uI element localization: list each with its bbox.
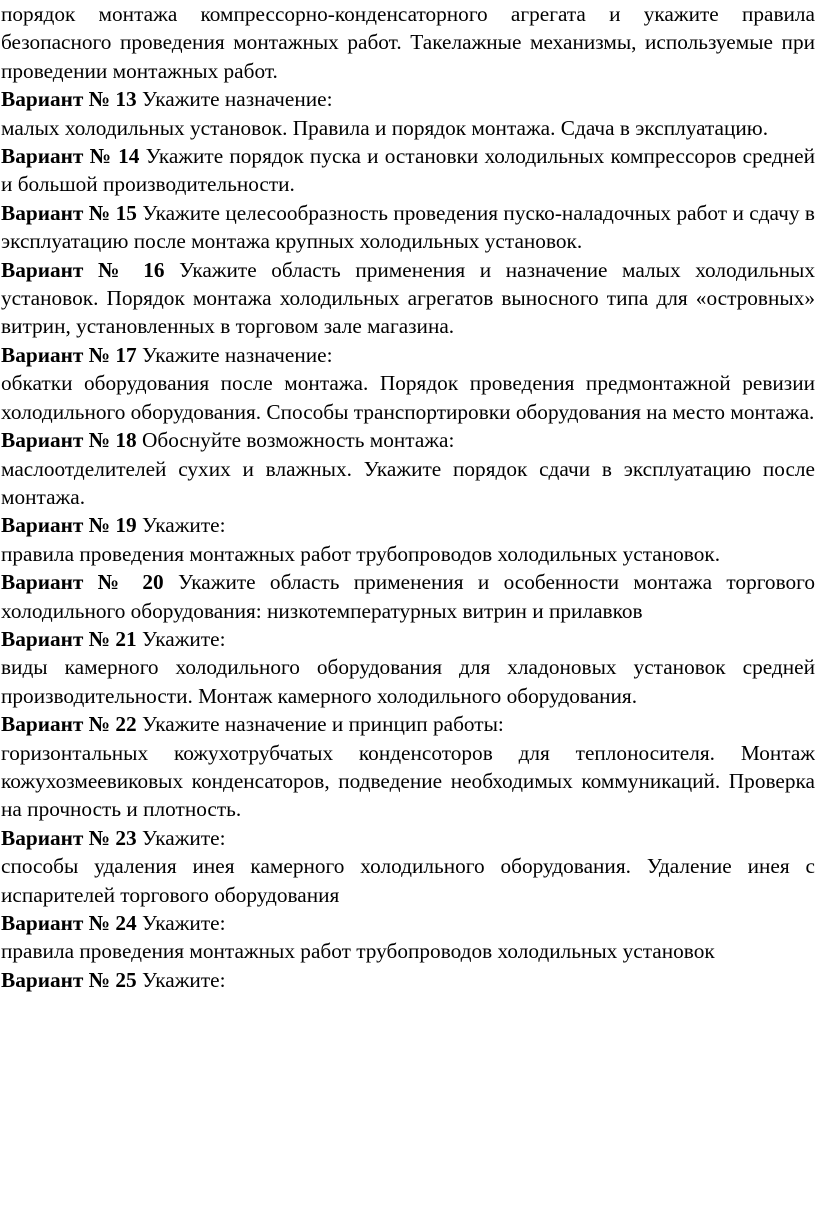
- variant-label: Вариант № 20: [1, 570, 164, 595]
- variant-heading: [1, 142, 815, 199]
- variant-lead-text: Укажите:: [136, 626, 226, 651]
- variant-label: Вариант № 25: [1, 967, 137, 992]
- variant-label: Вариант № 17: [1, 342, 137, 367]
- variant-heading: [1, 511, 815, 539]
- variant-label: Вариант № 23: [1, 825, 137, 850]
- variant-body-text: маслоотделителей сухих и влажных. Укажите порядок сдачи в эксплуатацию после монтажа.: [1, 456, 815, 509]
- variant-body-text: способы удаления инея камерного холодильного оборудования. Удаление инея с испарителей торгового оборудования: [1, 854, 815, 907]
- variant-body-text: правила проведения монтажных работ трубопроводов холодильных установок.: [1, 541, 721, 566]
- variant-body-text: виды камерного холодильного оборудования для хладоновых установок средней производительности. Монтаж камерного холодильного оборудования.: [1, 655, 815, 708]
- variant-label: Вариант № 14: [1, 144, 140, 169]
- variant-lead-text: Укажите:: [136, 967, 226, 992]
- variant-heading: [1, 824, 815, 852]
- variant-heading: [1, 341, 815, 369]
- variant-lead-text: Укажите назначение:: [136, 342, 333, 367]
- variant-lead-text: Укажите порядок пуска и остановки холодильных компрессоров средней и большой производительности.: [1, 144, 815, 197]
- variant-heading: [1, 256, 815, 341]
- variant-label: Вариант № 19: [1, 513, 137, 538]
- variant-body-text: горизонтальных кожухотрубчатых конденсоторов для теплоносителя. Монтаж кожухозмеевиковых конденсаторов, подведение необходимых коммуникаций. Проверка на прочность и плотность.: [1, 740, 815, 822]
- variant-heading: [1, 710, 815, 738]
- variant-lead-text: Укажите область применения и особенности монтажа торгового холодильного оборудования: низкотемпературных витрин и прилавков: [1, 570, 815, 623]
- variant-lead-text: Укажите назначение и принцип работы:: [136, 712, 504, 737]
- variants-list: [1, 85, 815, 994]
- variant-heading: [1, 85, 815, 113]
- variant-body-text: обкатки оборудования после монтажа. Порядок проведения предмонтажной ревизии холодильного оборудования. Способы транспортировки оборудования на место монтажа.: [1, 371, 815, 424]
- variant-lead-text: Укажите:: [136, 911, 226, 935]
- variant-heading: [1, 909, 815, 937]
- variant-label: Вариант № 15: [1, 200, 137, 225]
- variant-lead-text: Укажите:: [136, 513, 226, 538]
- variant-lead-text: Укажите назначение:: [136, 87, 333, 112]
- variant-label: Вариант № 13: [1, 87, 137, 112]
- variant-label: Вариант № 21: [1, 626, 137, 651]
- variant-lead-text: Укажите целесообразность проведения пуско-наладочных работ и сдачу в эксплуатацию после монтажа крупных холодильных установок.: [1, 200, 815, 254]
- intro-paragraph: порядок монтажа компрессорно-конденсаторного агрегата и укажите правила безопасного проведения монтажных работ. Такелажные механизмы, используемые при проведении монтажных работ.: [1, 2, 815, 83]
- variant-heading: [1, 966, 815, 994]
- variant-heading: [1, 199, 815, 256]
- variant-heading: [1, 568, 815, 625]
- variant-heading: [1, 426, 815, 454]
- variant-body-text: правила проведения монтажных работ трубопроводов холодильных установок: [1, 939, 715, 964]
- variant-lead-text: Укажите область применения и назначение малых холодильных установок. Порядок монтажа холодильных агрегатов выносного типа для «островных» витрин, установленных в торговом зале магазина.: [1, 257, 815, 339]
- variant-lead-text: Обоснуйте возможность монтажа:: [136, 428, 455, 453]
- variant-label: Вариант № 18: [1, 428, 137, 453]
- variant-label: Вариант № 16: [1, 257, 165, 282]
- variant-lead-text: Укажите:: [136, 825, 226, 850]
- variant-label: Вариант № 22: [1, 712, 137, 737]
- variant-label: Вариант № 24: [1, 911, 137, 935]
- variant-heading: [1, 625, 815, 653]
- variant-body-text: малых холодильных установок. Правила и порядок монтажа. Сдача в эксплуатацию.: [1, 115, 769, 140]
